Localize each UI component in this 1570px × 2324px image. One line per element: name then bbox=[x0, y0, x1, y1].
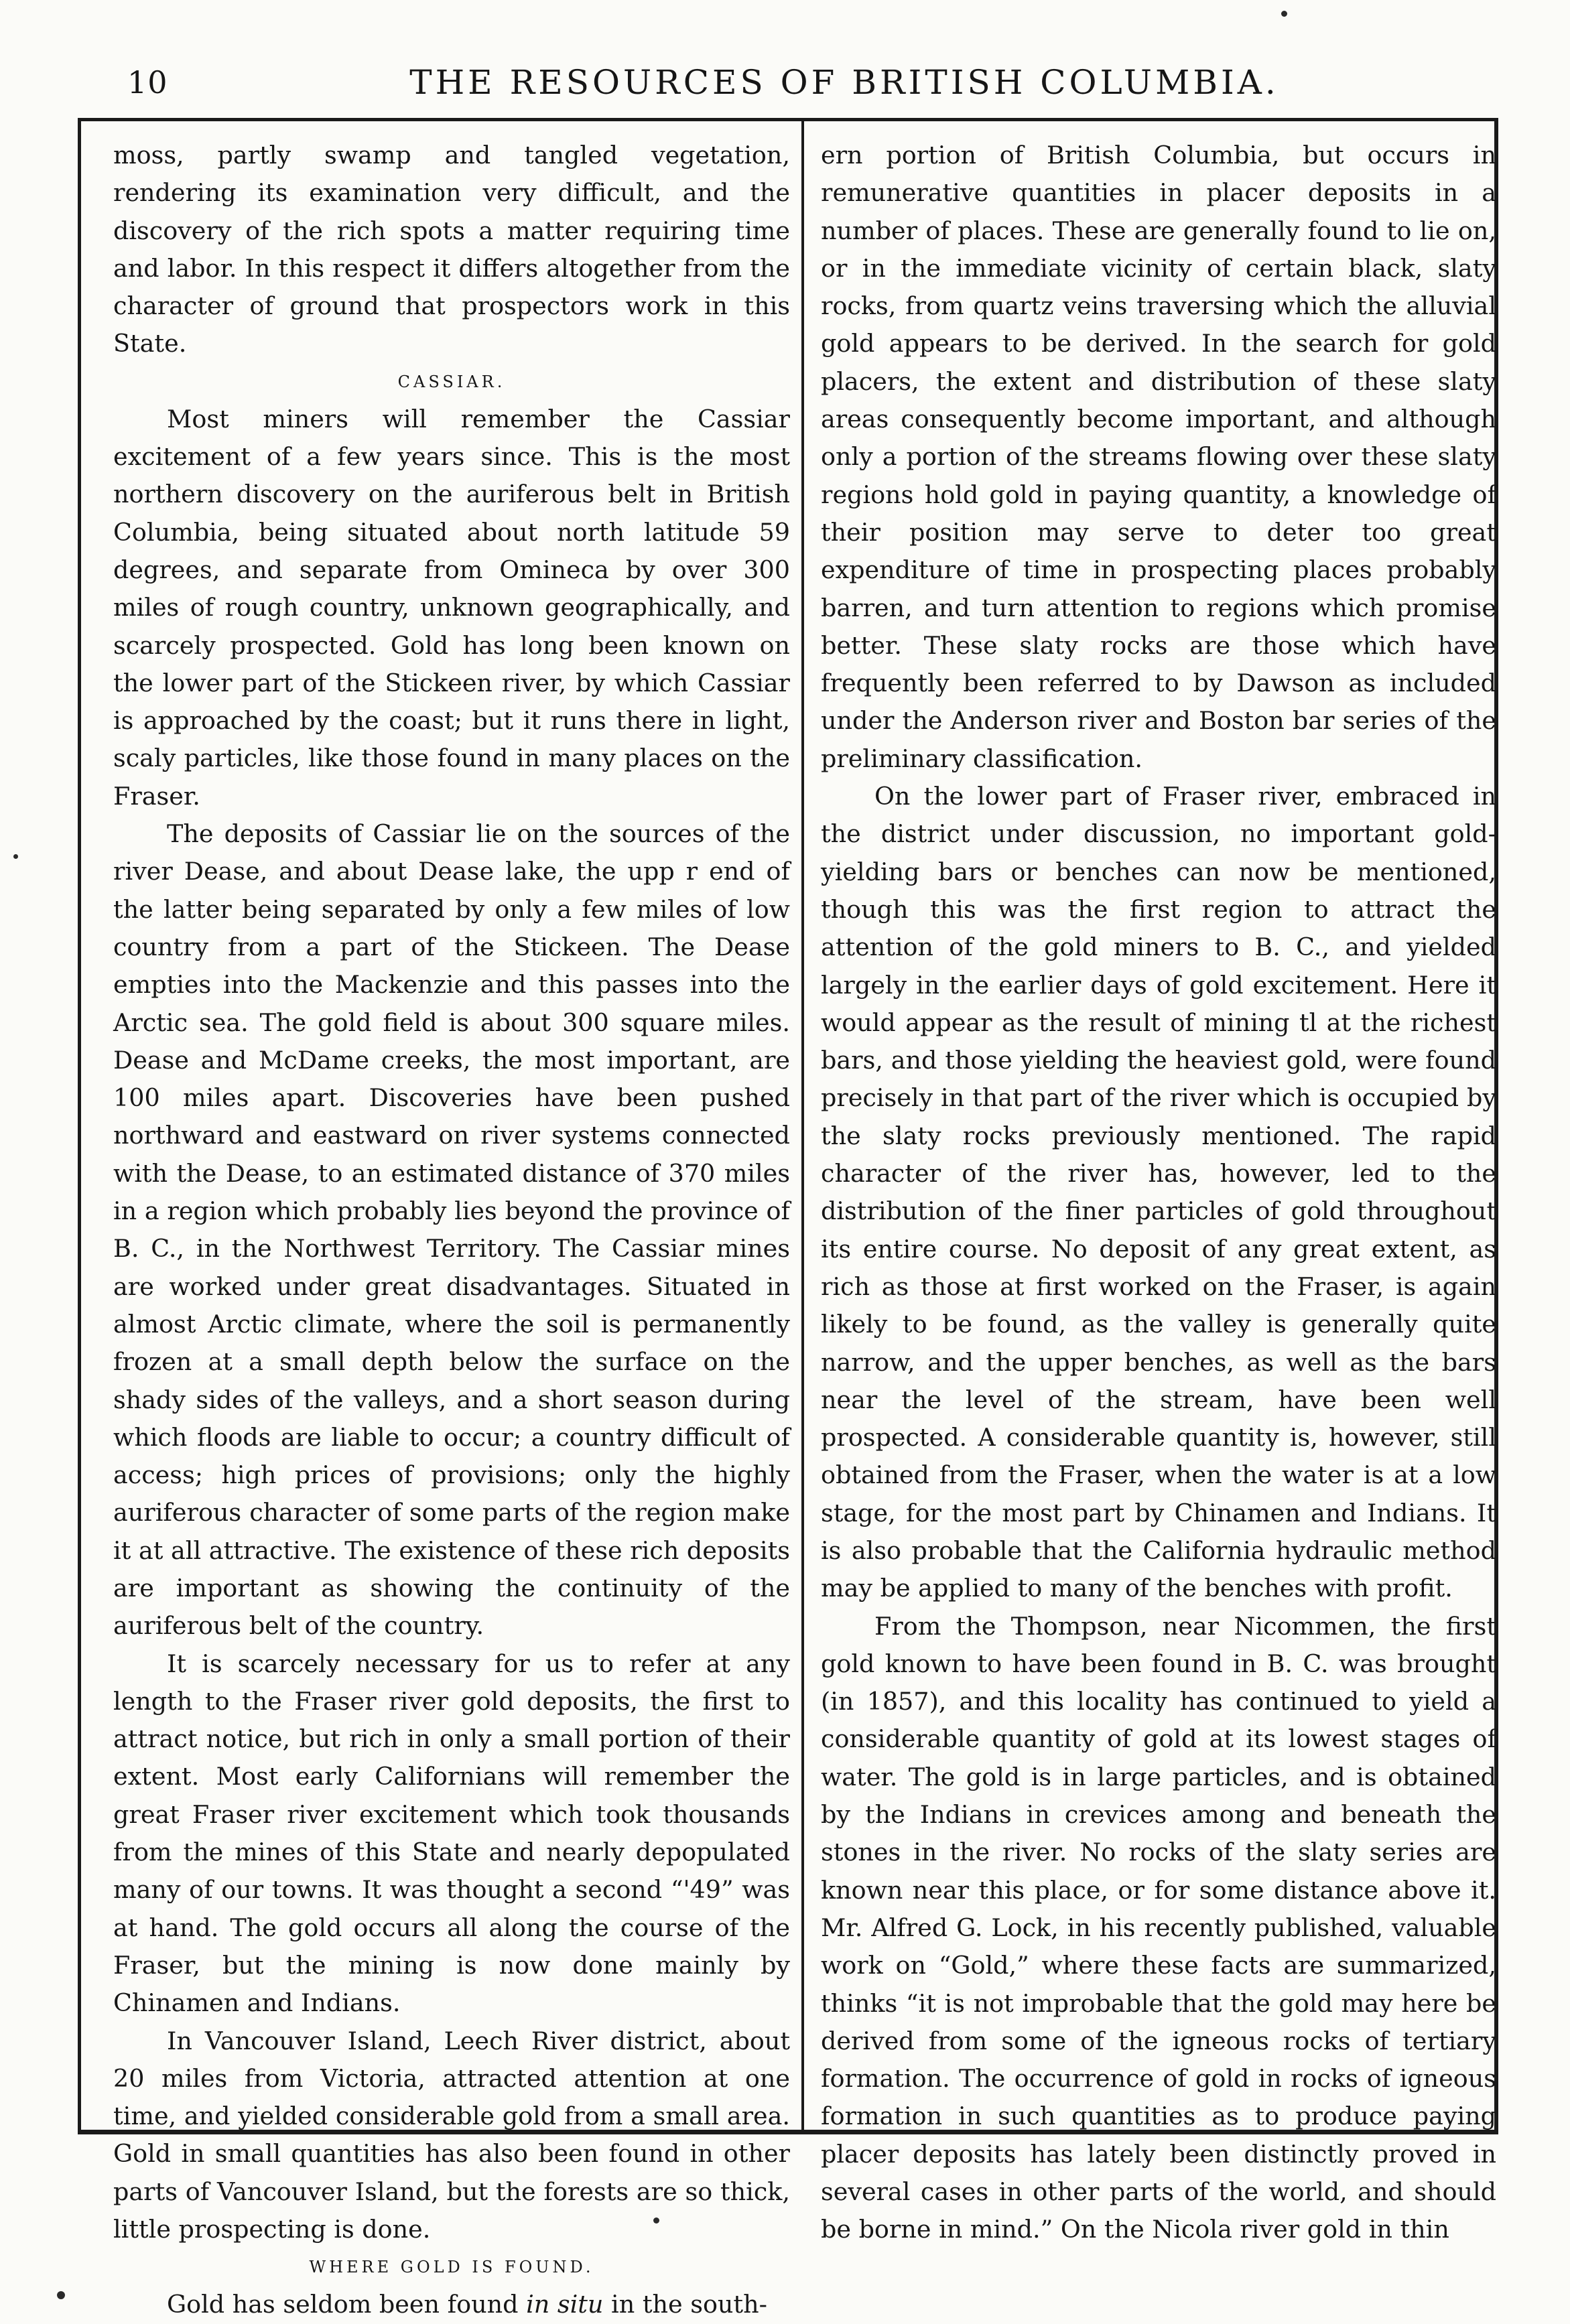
paragraph: ern portion of British Columbia, but occurs in remunerative quantities in placer deposits in a number of places. These are generally found to lie on, or in the immediate vicinity of certain black, slaty rocks, from quartz veins traversing which the alluvial gold appears to be derived. In the search for gold placers, the extent and distribution of these slaty areas consequently become important, and although only a portion of the streams flowing over these slaty regions hold gold in paying quantity, a knowledge of their position may serve to deter too great expenditure of time in prospecting places probably barren, and turn attention to regions which promise better. These slaty rocks are those which have frequently been referred to by Dawson as included under the Anderson river and Boston bar series of the preliminary classification. bbox=[821, 141, 1496, 773]
paragraph: On the lower part of Fraser river, embraced in the district under discussion, no important gold-yielding bars or benches can now be mentioned, though this was the first region to attract the attention of the gold miners to B. C., and yielded largely in the earlier days of gold excitement. Here it would appear as the result of mining tl at the richest bars, and those yielding the heaviest gold, were found precisely in that part of the river which is occupied by the slaty rocks previously mentioned. The rapid character of the river has, however, led to the distribution of the finer particles of gold throughout its entire course. No deposit of any great extent, as rich as those at first worked on the Fraser, is again likely to be found, as the valley is generally quite narrow, and the upper benches, as well as the bars near the level of the stream, have been well prospected. A considerable quantity is, however, still obtained from the Fraser, when the water is at a low stage, for the most part by Chinamen and Indians. It is also probable that the California hydraulic method may be applied to many of the benches with profit. bbox=[821, 782, 1496, 1603]
ink-speck bbox=[653, 2217, 659, 2224]
paragraph: From the Thompson, near Nicommen, the first gold known to have been found in B. C. was brought (in 1857), and this locality has continued to yield a considerable quantity of gold at its lowest stages of water. The gold is in large particles, and is obtained by the Indians in crevices among and beneath the stones in the river. No rocks of the slaty series are known near this place, or for some distance above it. Mr. Alfred G. Lock, in his recently published, valuable work on “Gold,” where these facts are summarized, thinks “it is not improbable that the gold may here be derived from some of the igneous rocks of tertiary formation. The occurrence of gold in rocks of igneous formation in such quantities as to produce paying placer deposits has lately been distinctly proved in several cases in other parts of the world, and should be borne in mind.” On the Nicola river gold in thin bbox=[821, 1611, 1496, 2244]
column-divider bbox=[801, 118, 804, 2134]
paragraph bbox=[113, 2286, 790, 2323]
running-title: THE RESOURCES OF BRITISH COLUMBIA. bbox=[409, 63, 1279, 102]
section-heading-where-gold-is-found: WHERE GOLD IS FOUND. bbox=[309, 2258, 594, 2277]
paragraph: The deposits of Cassiar lie on the sources of the river Dease, and about Dease lake, the upp r end of the latter being separated by only a few miles of low country from a part of the Stickeen. The Dease empties into the Mackenzie and this passes into the Arctic sea. The gold field is about 300 square miles. Dease and McDame creeks, the most important, are 100 miles apart. Discoveries have been pushed northward and eastward on river systems connected with the Dease, to an estimated distance of 370 miles in a region which probably lies beyond the province of B. C., in the Northwest Territory. The Cassiar mines are worked under great disadvantages. Situated in almost Arctic climate, where the soil is permanently frozen at a small depth below the surface on the shady sides of the valleys, and a short season during which floods are liable to occur; a country difficult of access; high prices of provisions; only the highly auriferous character of some parts of the region make it at all attractive. The existence of these rich deposits are important as showing the continuity of the auriferous belt of the country. bbox=[113, 819, 790, 1641]
section-heading-cassiar: CASSIAR. bbox=[397, 372, 506, 391]
paragraph: moss, partly swamp and tangled vegetation, rendering its examination very difficult, and the discovery of the rich spots a matter requiring time and labor. In this respect it differs altogether from the character of ground that prospectors work in this State. bbox=[113, 141, 790, 358]
ink-speck bbox=[13, 854, 18, 859]
ink-speck bbox=[1281, 11, 1287, 17]
page-header bbox=[0, 59, 1570, 119]
paragraph: Most miners will remember the Cassiar excitement of a few years since. This is the most northern discovery on the auriferous belt in British Columbia, being situated about north latitude 59 degrees, and separate from Omineca by over 300 miles of rough country, unknown geographically, and scarcely prospected. Gold has long been known on the lower part of the Stickeen river, by which Cassiar is approached by the coast; but it runs there in light, scaly particles, like those found in many places on the Fraser. bbox=[113, 404, 790, 811]
paragraph: It is scarcely necessary for us to refer at any length to the Fraser river gold deposits, the first to attract notice, but rich in only a small portion of their extent. Most early Californians will remember the great Fraser river excitement which took thousands from the mines of this State and nearly depopulated many of our towns. It was thought a second “'49” was at hand. The gold occurs all along the course of the Fraser, but the mining is now done mainly by Chinamen and Indians. bbox=[113, 1649, 790, 2018]
text-run: Gold has seldom been found bbox=[167, 2290, 527, 2319]
page-number: 10 bbox=[127, 64, 168, 100]
italic-phrase: in situ bbox=[526, 2290, 604, 2319]
left-column bbox=[113, 137, 790, 2324]
text-run: in the south- bbox=[603, 2290, 767, 2319]
ink-speck bbox=[57, 2291, 65, 2299]
paragraph: In Vancouver Island, Leech River district, about 20 miles from Victoria, attracted attention at one time, and yielded considerable gold from a small area. Gold in small quantities has also been found in other parts of Vancouver Island, but the forests are so thick, little prospecting is done. bbox=[113, 2026, 790, 2244]
right-column bbox=[821, 137, 1496, 2249]
